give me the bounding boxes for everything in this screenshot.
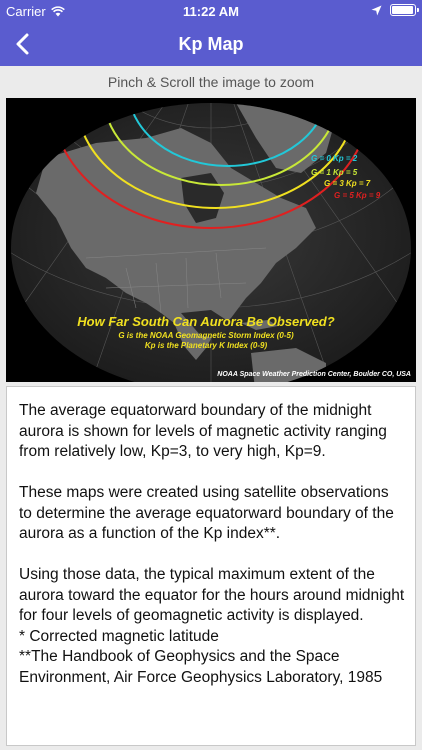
location-arrow-icon [371, 5, 382, 16]
map-title: How Far South Can Aurora Be Observed? [77, 314, 335, 329]
legend-kp5: G = 1 Kp = 5 [311, 168, 358, 177]
navigation-bar [0, 22, 422, 66]
page-title: Kp Map [178, 34, 244, 54]
battery-level [392, 6, 413, 14]
map-subtitle-g: G is the NOAA Geomagnetic Storm Index (0-5) [118, 331, 294, 340]
kp-map-image[interactable] [6, 98, 416, 382]
carrier-label: Carrier [6, 4, 46, 19]
battery-icon [390, 4, 416, 16]
footnote-2: **The Handbook of Geophysics and the Space Environment, Air Force Geophysics Laboratory, 1985 [19, 648, 383, 686]
map-credit: NOAA Space Weather Prediction Center, Boulder CO, USA [217, 371, 411, 378]
map-subtitle-kp: Kp is the Planetary K Index (0-9) [144, 341, 268, 350]
description-card [6, 386, 416, 746]
description-paragraph-1: The average equatorward boundary of the midnight aurora is shown for levels of magnetic activity ranging from relatively low, Kp=3, to very high, Kp=9. [19, 402, 387, 460]
status-right [371, 4, 416, 16]
legend-kp7: G = 3 Kp = 7 [324, 179, 371, 188]
clock: 11:22 AM [183, 4, 239, 19]
legend-kp9: G = 5 Kp = 9 [334, 191, 381, 200]
footnote-1: * Corrected magnetic latitude [19, 627, 219, 645]
legend-kp2: G = 0 Kp = 2 [311, 154, 358, 163]
description-paragraph-3: Using those data, the typical maximum extent of the aurora toward the equator for the hours around midnight for four levels of geomagnetic activity is displayed. [19, 566, 405, 624]
aurora-map [6, 98, 416, 382]
zoom-hint: Pinch & Scroll the image to zoom [107, 74, 315, 90]
status-bar [0, 0, 422, 22]
description-paragraph-2: These maps were created using satellite observations to determine the average equatorward boundary of the aurora as a function of the Kp index**. [19, 484, 394, 542]
